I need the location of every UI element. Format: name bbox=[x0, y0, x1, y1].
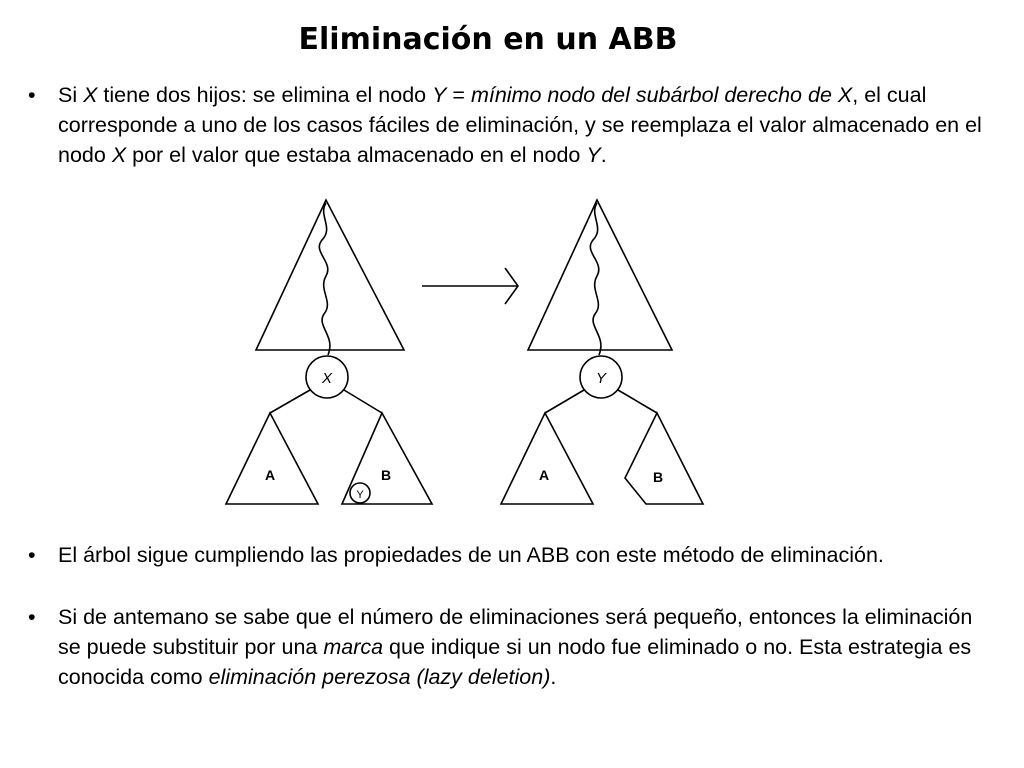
before-right-label: B bbox=[380, 467, 392, 483]
before-tree bbox=[226, 200, 432, 504]
after-right-label: B bbox=[652, 469, 664, 485]
bullet-lazy-deletion bbox=[28, 602, 988, 692]
bullet-text: Si X tiene dos hijos: se elimina el nodo Y = mínimo nodo del subárbol derecho de X, el cual corresponde a uno de los casos fáciles de eliminación, y se reemplaza el valor almacenado en el nodo X por el valor que estaba almacenado en el nodo Y. bbox=[58, 83, 982, 167]
before-left-edge bbox=[270, 390, 310, 413]
bullet-marker: • bbox=[28, 83, 36, 107]
after-search-path bbox=[590, 203, 601, 355]
before-search-path bbox=[319, 203, 330, 355]
after-node-label: Y bbox=[595, 370, 607, 387]
before-right-edge bbox=[344, 390, 382, 413]
before-left-label: A bbox=[264, 467, 276, 483]
after-tree bbox=[501, 200, 703, 504]
bullet-marker: • bbox=[28, 605, 36, 629]
after-right-edge bbox=[618, 390, 657, 413]
before-left-subtree bbox=[226, 413, 318, 504]
after-left-edge bbox=[545, 390, 584, 413]
before-node-label: X bbox=[321, 370, 333, 387]
after-upper-subtree bbox=[528, 200, 672, 350]
bullet-text: El árbol sigue cumpliendo las propiedades de un ABB con este método de eliminación. bbox=[58, 543, 884, 567]
bullet-properties bbox=[28, 540, 988, 570]
after-left-label: A bbox=[538, 467, 550, 483]
transform-arrow bbox=[422, 268, 518, 304]
bullet-text: Si de antemano se sabe que el número de eliminaciones será pequeño, entonces la eliminación se puede substituir por una marca que indique si un nodo fue eliminado o no. Esta estrategia es conocida como eliminación perezosa (lazy deletion). bbox=[58, 605, 973, 689]
bullet-marker: • bbox=[28, 543, 36, 567]
after-left-subtree bbox=[501, 413, 593, 504]
before-upper-subtree bbox=[256, 200, 404, 350]
slide-title: Eliminación en un ABB bbox=[298, 22, 678, 57]
after-right-subtree bbox=[625, 413, 703, 504]
before-min-node-label: Y bbox=[356, 489, 364, 501]
